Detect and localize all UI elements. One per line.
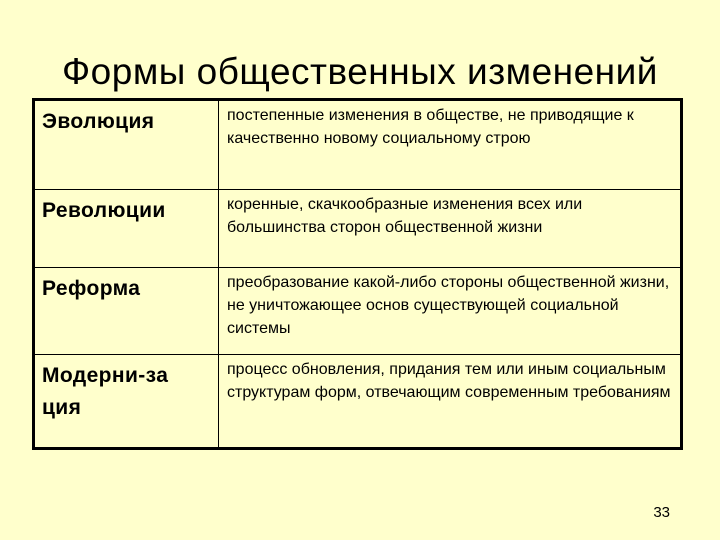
slide-title: Формы общественных изменений xyxy=(62,51,658,92)
table-row xyxy=(34,100,682,190)
definition-cell: коренные, скачкообразные изменения всех или большинства сторон общественной жизни xyxy=(219,190,682,268)
table-row xyxy=(34,355,682,449)
term-cell: Революции xyxy=(34,190,219,268)
term-cell: Эволюция xyxy=(34,100,219,190)
table-row xyxy=(34,268,682,355)
page-number: 33 xyxy=(653,504,670,521)
definition-cell: постепенные изменения в обществе, не приводящие к качественно новому социальному строю xyxy=(219,100,682,190)
definitions-table xyxy=(32,98,683,450)
table-row xyxy=(34,190,682,268)
term-cell: Реформа xyxy=(34,268,219,355)
definition-cell: процесс обновления, придания тем или иным социальным структурам форм, отвечающим современным требованиям xyxy=(219,355,682,449)
term-cell: Модерни-за ция xyxy=(34,355,219,449)
definition-cell: преобразование какой-либо стороны общественной жизни, не уничтожающее основ существующей социальной системы xyxy=(219,268,682,355)
